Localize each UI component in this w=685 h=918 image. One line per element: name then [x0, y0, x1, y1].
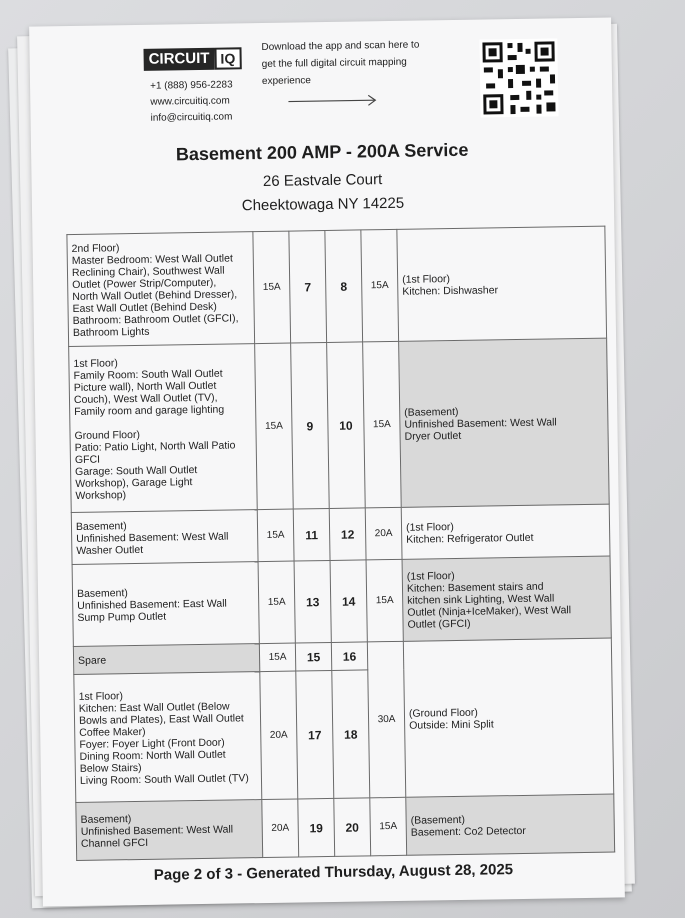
page-header	[29, 17, 614, 226]
circuit-8-amperage: 15A	[361, 229, 399, 342]
circuit-8-number: 8	[325, 230, 363, 343]
circuit-20-description: (Basement) Basement: Co2 Detector	[406, 794, 615, 855]
circuit-19-amperage: 20A	[262, 799, 299, 858]
address-city-state-zip: Cheektowaga NY 14225	[241, 194, 405, 215]
circuit-10-number: 10	[327, 342, 366, 509]
circuitiq-logo	[143, 47, 241, 71]
circuit-15-description: Spare	[73, 644, 259, 675]
circuit-12-description: (1st Floor) Kitchen: Refrigerator Outlet	[401, 504, 610, 559]
circuit-9-amperage: 15A	[255, 343, 294, 510]
contact-email: info@circuitiq.com	[150, 111, 233, 124]
contact-website: www.circuitiq.com	[150, 95, 230, 108]
contact-block	[150, 77, 233, 126]
circuit-17-description: 1st Floor) Kitchen: East Wall Outlet (Below Bowls and Plates), East Wall Outlet Coffee Maker) Foyer: Foyer Light (Front Door) Dining Room: North Wall Outlet Below Stairs) Living Room: South Wall Outlet (TV)	[74, 672, 262, 803]
circuit-11-number: 11	[293, 508, 330, 561]
circuit-10-amperage: 15A	[363, 341, 402, 508]
logo-mark: IQ	[214, 47, 241, 69]
circuit-14-amperage: 15A	[366, 559, 403, 642]
circuit-7-description: 2nd Floor) Master Bedroom: West Wall Outlet Reclining Chair), Southwest Wall Outlet (Power Strip/Computer), North Wall Outlet (Behind Dresser), East Wall Outlet (Behind Desk) Bathroom: Bathroom Outlet (GFCI), Bathroom Lights	[67, 232, 255, 347]
circuit-17-number: 17	[296, 670, 334, 799]
circuit-10-description: (Basement) Unfinished Basement: West Wall Dryer Outlet	[399, 338, 610, 507]
circuit-16-number: 16	[331, 642, 367, 671]
circuit-11-amperage: 15A	[257, 509, 294, 562]
circuit-7-number: 7	[289, 231, 327, 344]
promo-line-2: get the full digital circuit mapping	[261, 56, 407, 70]
page-footer: Page 2 of 3 - Generated Thursday, August 28, 2025	[153, 861, 514, 884]
circuit-17-amperage: 20A	[260, 671, 298, 800]
circuit-13-amperage: 15A	[258, 561, 295, 644]
promo-line-3: experience	[261, 75, 312, 87]
circuit-18-number: 18	[332, 670, 370, 799]
circuit-16-18-amperage: 30A	[367, 641, 405, 798]
circuit-15-amperage: 15A	[259, 643, 295, 672]
address-street: 26 Eastvale Court	[262, 171, 383, 190]
circuit-12-amperage: 20A	[365, 507, 402, 560]
table-row	[72, 556, 611, 646]
circuit-13-number: 13	[294, 560, 331, 643]
logo-word: CIRCUIT	[143, 48, 214, 71]
circuit-8-description: (1st Floor) Kitchen: Dishwasher	[397, 226, 607, 341]
circuit-9-number: 9	[291, 342, 330, 509]
qr-code-icon	[479, 38, 558, 117]
circuit-20-amperage: 15A	[370, 797, 407, 856]
arrow-right-icon	[288, 93, 378, 108]
circuit-19-description: Basement) Unfinished Basement: West Wall Channel GFCI	[76, 800, 263, 861]
circuit-14-description: (1st Floor) Kitchen: Basement stairs and kitchen sink Lighting, West Wall Outlet (Ninja+IceMaker), West Wall Outlet (GFCI)	[402, 556, 611, 641]
circuit-16-18-description: (Ground Floor) Outside: Mini Split	[403, 638, 613, 797]
circuit-13-description: Basement) Unfinished Basement: East Wall Sump Pump Outlet	[72, 562, 259, 647]
circuit-15-number: 15	[295, 642, 331, 671]
app-promo-text	[261, 36, 462, 90]
contact-phone: +1 (888) 956-2283	[149, 79, 233, 92]
circuit-14-number: 14	[330, 560, 367, 643]
panel-directory-page	[29, 17, 625, 906]
table-row	[67, 226, 607, 346]
circuit-directory-table	[66, 226, 615, 861]
table-row	[69, 338, 610, 512]
table-row	[76, 794, 615, 860]
circuit-19-number: 19	[298, 798, 335, 857]
table-row	[71, 504, 610, 564]
page-title: Basement 200 AMP - 200A Service	[175, 139, 469, 165]
circuit-20-number: 20	[334, 798, 371, 857]
circuit-12-number: 12	[329, 508, 366, 561]
circuit-9-description: 1st Floor) Family Room: South Wall Outlet Picture wall), North Wall Outlet Couch), West Wall Outlet (TV), Family room and garage lighting Ground Floor) Patio: Patio Light, North Wall Patio GFCI Garage: South Wall Outlet Workshop), Garage Light Workshop)	[69, 344, 258, 513]
promo-line-1: Download the app and scan here to	[261, 39, 420, 53]
circuit-11-description: Basement) Unfinished Basement: West Wall Washer Outlet	[71, 510, 258, 565]
circuit-7-amperage: 15A	[253, 231, 291, 344]
